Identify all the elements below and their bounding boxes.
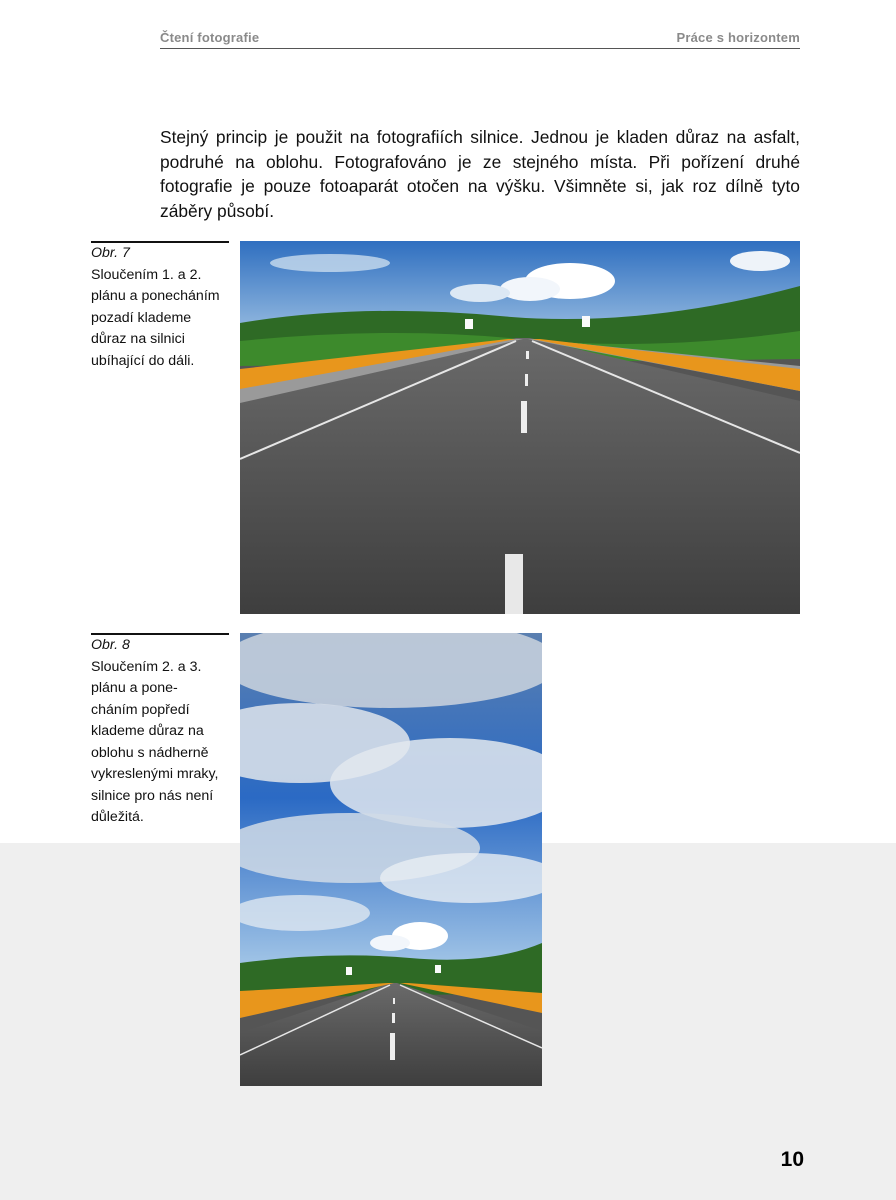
caption-line: pozadí klademe bbox=[91, 309, 192, 326]
intro-line: dílně tyto záběry působí. bbox=[160, 176, 800, 221]
caption-line: oblohu s nádherně bbox=[91, 744, 209, 761]
header-section-title: Práce s horizontem bbox=[676, 30, 800, 45]
caption-line: plánu a ponecháním bbox=[91, 288, 220, 304]
caption-line: Sloučením 1. a 2. bbox=[91, 266, 202, 283]
figure-8-label: Obr. 8 bbox=[91, 637, 130, 653]
running-header bbox=[160, 28, 800, 49]
figure-7-road-photo bbox=[240, 241, 800, 614]
figure-7-caption bbox=[91, 241, 229, 372]
caption-line: ubíhající do dáli. bbox=[91, 352, 195, 369]
intro-line: druhé fotografie je pouze fotoaparát otočen na výšku. Všimněte si, jak roz bbox=[160, 151, 800, 196]
intro-paragraph bbox=[160, 125, 800, 223]
figure-8-sky-photo bbox=[240, 633, 542, 1086]
caption-line: silnice pro nás není bbox=[91, 787, 214, 804]
intro-line: Stejný princip je použit na fotografiích silnice. Jednou je kladen důraz na bbox=[160, 127, 754, 147]
header-chapter-title: Čtení fotografie bbox=[160, 30, 260, 45]
figure-7-label: Obr. 7 bbox=[91, 245, 130, 261]
caption-line: klademe důraz na bbox=[91, 723, 204, 739]
caption-line: důraz na silnici bbox=[91, 331, 185, 347]
figure-8-caption bbox=[91, 633, 229, 829]
road-landscape-photo-icon bbox=[240, 241, 800, 614]
sky-road-portrait-photo-icon bbox=[240, 633, 542, 1086]
caption-line: cháním popředí bbox=[91, 701, 190, 718]
caption-line: vykreslenými mraky, bbox=[91, 766, 219, 782]
page-number: 10 bbox=[780, 1148, 804, 1171]
caption-line: plánu a pone- bbox=[91, 680, 178, 696]
caption-line: Sloučením 2. a 3. bbox=[91, 658, 202, 675]
intro-line: asfalt, podruhé na oblohu. Fotografováno je ze stejného místa. Při pořízení bbox=[160, 127, 800, 172]
caption-line: důležitá. bbox=[91, 809, 144, 825]
